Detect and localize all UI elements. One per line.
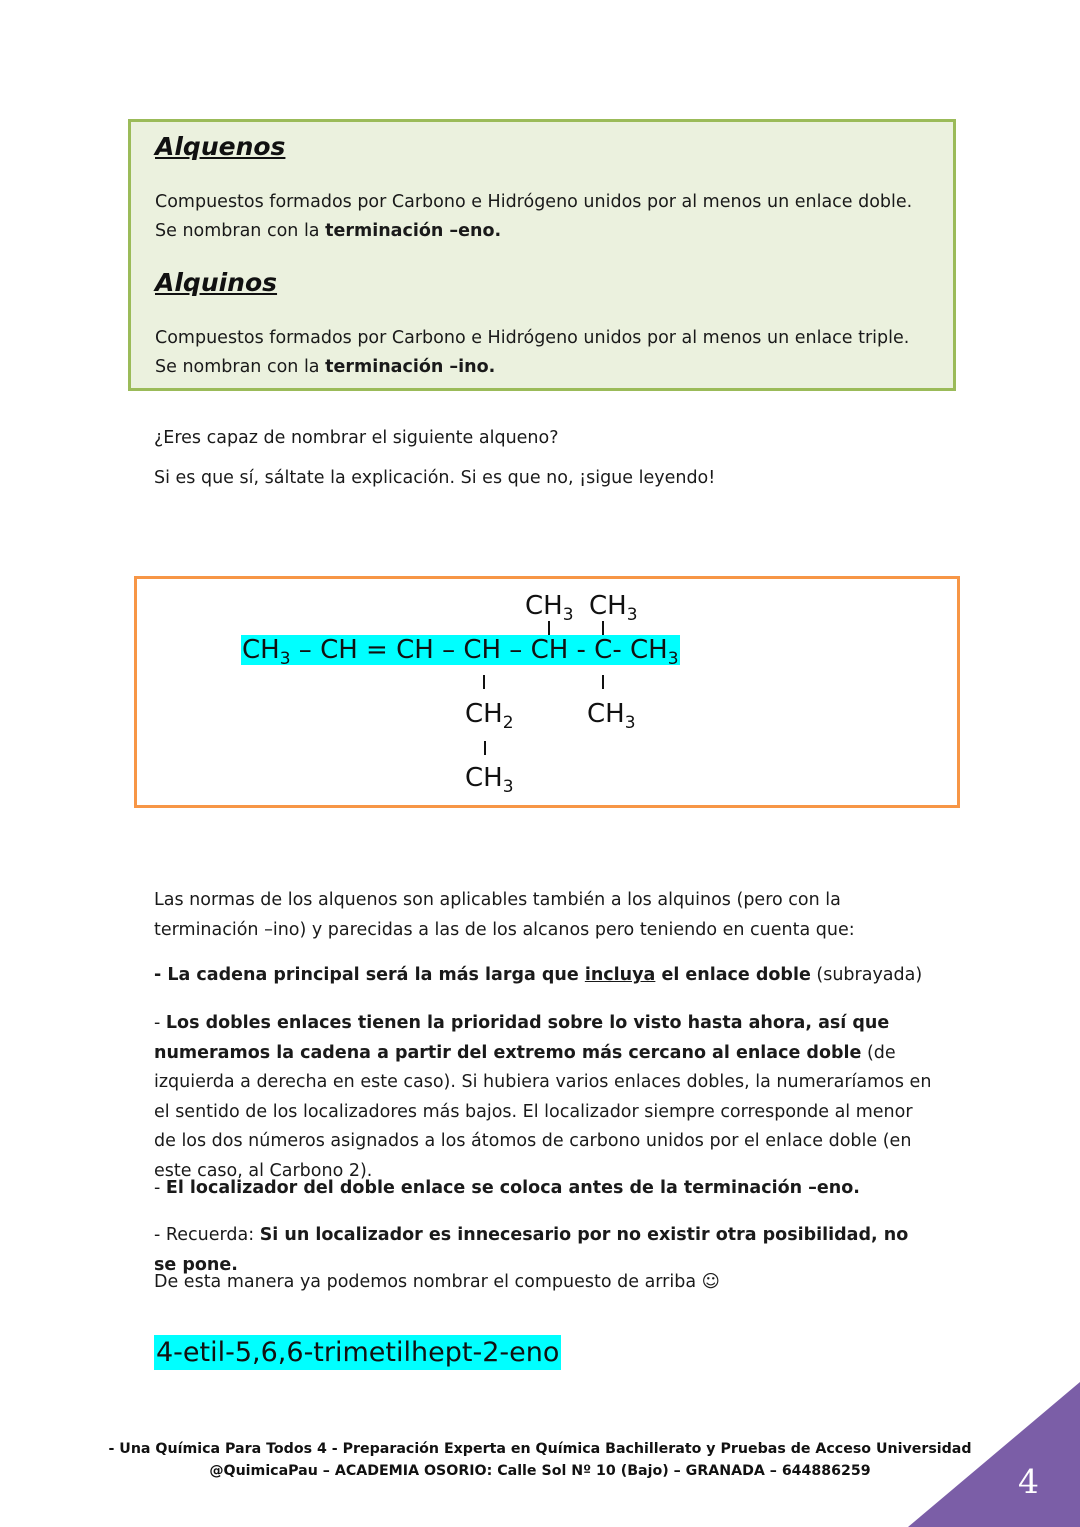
- rule-numbering-bold: Los dobles enlaces tienen la prioridad sobre lo visto hasta ahora, así que numeramos la cadena a partir del extremo más cercano al enlace doble: [154, 1013, 890, 1063]
- rule-main-chain-note: (subrayada): [810, 965, 923, 985]
- alquinos-line2: [155, 353, 909, 382]
- methyl-top-1-ch: CH: [525, 591, 563, 621]
- rule-main-chain-bold-b: el enlace doble: [655, 965, 811, 985]
- main-chain-start-index: 3: [279, 649, 291, 669]
- main-chain-highlight: [241, 635, 680, 669]
- corner-triangle-shape: [908, 1382, 1080, 1527]
- methyl-top-2: [589, 591, 638, 625]
- alquenos-heading: Alquenos: [155, 132, 286, 161]
- bond-line: [602, 675, 604, 689]
- alquenos-line1: Compuestos formados por Carbono e Hidrógeno unidos por al menos un enlace doble.: [155, 192, 913, 212]
- ethyl-ch2-ch: CH: [465, 699, 503, 729]
- bond-line: [484, 741, 486, 755]
- rule-main-chain-underline: incluya: [584, 965, 656, 985]
- closing-sentence: De esta manera ya podemos nombrar el compuesto de arriba ☺: [154, 1272, 720, 1292]
- methyl-top-2-index: 3: [626, 605, 638, 625]
- compound-name-answer: 4-etil-5,6,6-trimetilhept-2-eno: [156, 1337, 560, 1368]
- alquinos-suffix-rule: terminación –ino.: [325, 357, 496, 377]
- rule-locator-bold: El localizador del doble enlace se coloca antes de la terminación –eno.: [165, 1178, 860, 1198]
- intro-question: ¿Eres capaz de nombrar el siguiente alqueno?: [154, 428, 559, 448]
- rule-locator-position: [154, 1174, 934, 1204]
- alquenos-line2: [155, 217, 912, 246]
- ethyl-ch3: [465, 763, 514, 797]
- bond-line: [483, 675, 485, 689]
- intro-hint: Si es que sí, sáltate la explicación. Si es que no, ¡sigue leyendo!: [154, 468, 716, 488]
- page-corner-triangle: [908, 1382, 1080, 1527]
- main-chain-body: – CH = CH – CH – CH - C- CH: [290, 635, 668, 665]
- rules-intro: Las normas de los alquenos son aplicables también a los alquinos (pero con la terminación –ino) y parecidas a las de los alcanos pero teniendo en cuenta que:: [154, 890, 855, 940]
- methyl-top-1-index: 3: [562, 605, 574, 625]
- bond-line: [548, 621, 550, 635]
- alquinos-line1: Compuestos formados por Carbono e Hidrógeno unidos por al menos un enlace triple.: [155, 328, 910, 348]
- rule-locator-dash: -: [154, 1178, 166, 1198]
- ethyl-ch2-index: 2: [502, 713, 514, 733]
- alquenos-description: [155, 188, 912, 246]
- alquenos-line2-prefix: Se nombran con la: [155, 221, 326, 241]
- rule-main-chain-bold-a: - La cadena principal será la más larga que: [154, 965, 585, 985]
- rule-main-chain: [154, 961, 934, 991]
- methyl-top-2-ch: CH: [589, 591, 627, 621]
- page-number: 4: [1018, 1462, 1039, 1501]
- ethyl-ch2: [465, 699, 514, 733]
- rule-numbering-detail: (de izquierda a derecha en este caso). Si hubiera varios enlaces dobles, la numeraríamos en el sentido de los localizadores más bajos. El localizador siempre corresponde al menor de los dos números asignados a los átomos de carbono unidos por el enlace doble (en este caso, al Carbono 2).: [154, 1042, 932, 1181]
- definitions-box: [128, 119, 956, 391]
- footer-line1: - Una Química Para Todos 4 - Preparación Experta en Química Bachillerato y Pruebas de Acceso Universidad: [108, 1441, 972, 1457]
- alquinos-heading: Alquinos: [155, 268, 278, 297]
- alquinos-line2-prefix: Se nombran con la: [155, 357, 326, 377]
- alquinos-description: [155, 324, 909, 382]
- methyl-bottom: [587, 699, 636, 733]
- alquenos-suffix-rule: terminación –eno.: [325, 221, 502, 241]
- rule-numbering: [154, 1009, 934, 1186]
- structural-formula-box: [134, 576, 960, 808]
- rule-reminder-bold: Si un localizador es innecesario por no existir otra posibilidad, no se pone.: [154, 1225, 909, 1275]
- bond-line: [602, 621, 604, 635]
- main-chain-start: CH: [242, 635, 280, 665]
- rule-reminder-label: - Recuerda:: [154, 1225, 260, 1245]
- rule-numbering-dash: -: [154, 1013, 166, 1033]
- main-chain: [241, 635, 680, 669]
- main-chain-end-index: 3: [667, 649, 679, 669]
- ethyl-ch3-index: 3: [502, 777, 514, 797]
- ethyl-ch3-ch: CH: [465, 763, 503, 793]
- methyl-bottom-index: 3: [624, 713, 636, 733]
- methyl-top-1: [525, 591, 574, 625]
- methyl-bottom-ch: CH: [587, 699, 625, 729]
- footer-line2: @QuimicaPau – ACADEMIA OSORIO: Calle Sol Nº 10 (Bajo) – GRANADA – 644886259: [209, 1463, 871, 1479]
